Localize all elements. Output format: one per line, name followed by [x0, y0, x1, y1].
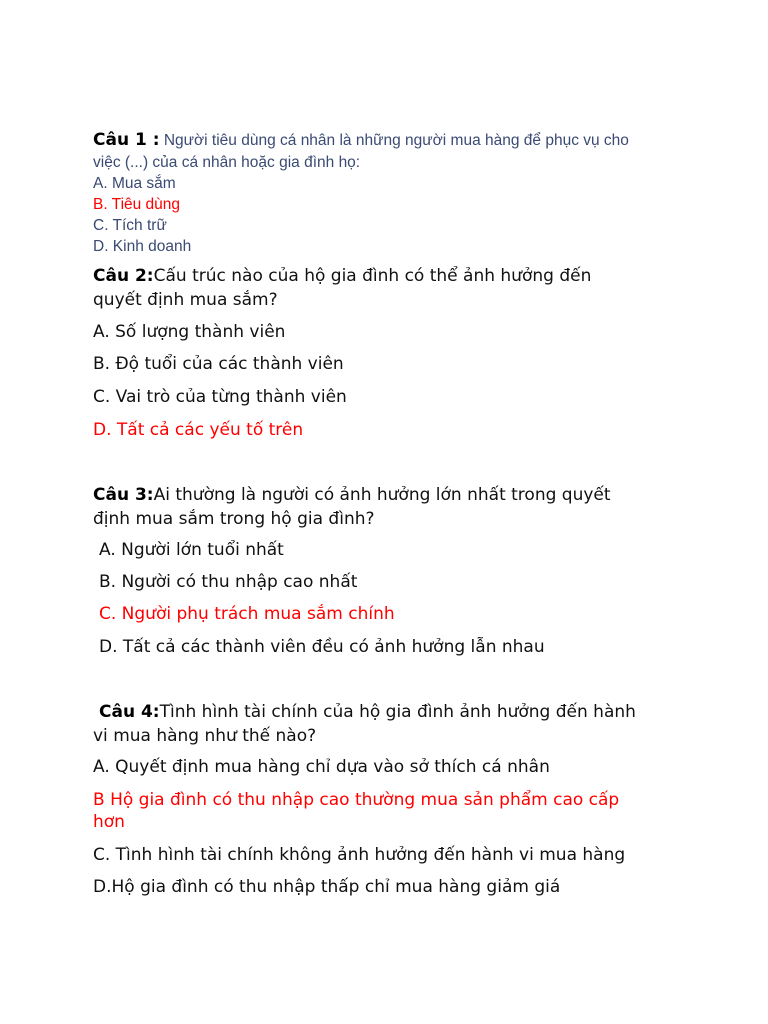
question-4-option-b-cont: hơn: [93, 812, 125, 832]
question-1-text-2: việc (...) của cá nhân hoặc gia đình họ:: [93, 154, 361, 171]
question-2-option-c: C. Vai trò của từng thành viên: [93, 387, 347, 407]
question-4-line-1: [99, 702, 636, 722]
question-3-option-c: C. Người phụ trách mua sắm chính: [99, 604, 395, 624]
question-2-text-1: Cấu trúc nào của hộ gia đình có thể ảnh hưởng đến: [153, 266, 592, 286]
question-4-option-a: A. Quyết định mua hàng chỉ dựa vào sở thích cá nhân: [93, 757, 550, 777]
question-3-text-2: định mua sắm trong hộ gia đình?: [93, 509, 375, 529]
question-1-option-a: A. Mua sắm: [93, 175, 176, 192]
question-4-option-c: C. Tình hình tài chính không ảnh hưởng đến hành vi mua hàng: [93, 845, 626, 865]
question-4-option-d: D.Hộ gia đình có thu nhập thấp chỉ mua hàng giảm giá: [93, 877, 561, 897]
question-1-option-d: D. Kinh doanh: [93, 238, 192, 255]
question-2-line-1: [93, 266, 591, 286]
question-3-option-d: D. Tất cả các thành viên đều có ảnh hưởng lẫn nhau: [99, 637, 545, 657]
question-2-label: Câu 2:: [93, 266, 154, 286]
question-1-label: Câu 1 :: [93, 130, 160, 150]
question-1-option-b: B. Tiêu dùng: [93, 196, 181, 213]
question-3-option-a: A. Người lớn tuổi nhất: [99, 540, 284, 560]
question-4-text-2: vi mua hàng như thế nào?: [93, 726, 317, 746]
question-3-option-b: B. Người có thu nhập cao nhất: [99, 572, 358, 592]
question-1-option-c: C. Tích trữ: [93, 217, 167, 234]
question-2-option-b: B. Độ tuổi của các thành viên: [93, 354, 344, 374]
question-1-line-1: [93, 130, 629, 150]
question-2-text-2: quyết định mua sắm?: [93, 290, 278, 310]
question-4-label: Câu 4:: [99, 702, 160, 722]
question-4-text-1: Tình hình tài chính của hộ gia đình ảnh hưởng đến hành: [159, 702, 636, 722]
question-3-text-1: Ai thường là người có ảnh hưởng lớn nhất trong quyết: [153, 485, 611, 505]
question-3-label: Câu 3:: [93, 485, 154, 505]
question-4-option-b: B Hộ gia đình có thu nhập cao thường mua sản phẩm cao cấp: [93, 790, 620, 810]
question-3-line-1: [93, 485, 611, 505]
question-2-option-d: D. Tất cả các yếu tố trên: [93, 420, 304, 440]
question-2-option-a: A. Số lượng thành viên: [93, 322, 286, 342]
question-1-text-1: Người tiêu dùng cá nhân là những người mua hàng để phục vụ cho: [159, 132, 629, 149]
